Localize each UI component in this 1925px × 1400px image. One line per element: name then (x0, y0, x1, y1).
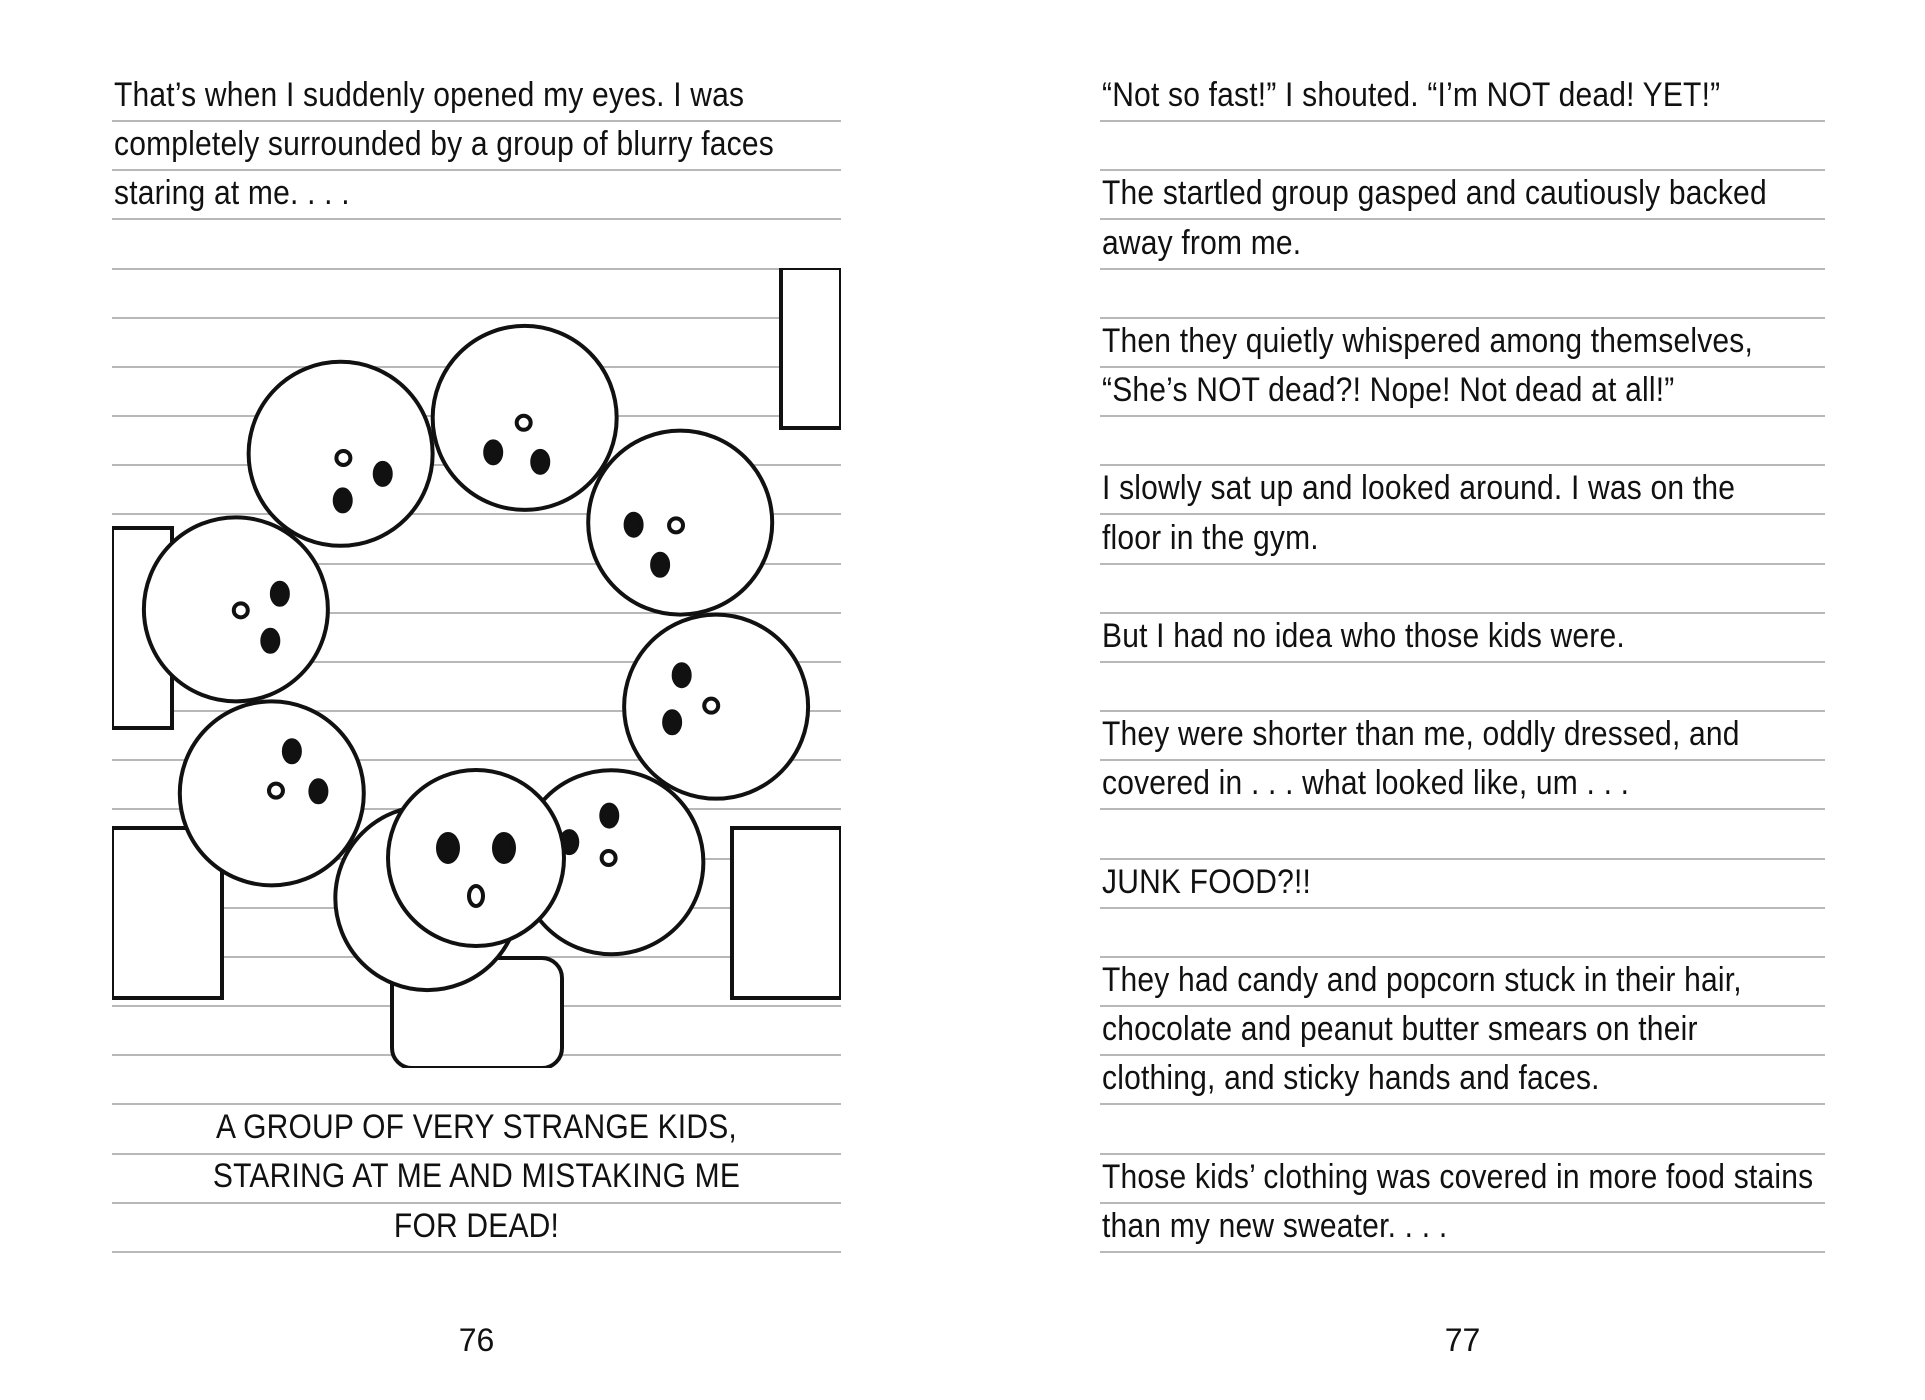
text-line (1102, 1154, 1825, 1203)
caption-line (112, 1153, 841, 1202)
text: They were shorter than me, oddly dressed, and (1102, 715, 1740, 754)
text-line (1102, 1006, 1825, 1055)
eye (262, 630, 278, 652)
text-line (1102, 859, 1825, 908)
mouth (602, 851, 616, 865)
caption-line (112, 1104, 841, 1153)
kid-face (624, 615, 808, 799)
caption-text: FOR DEAD! (393, 1206, 560, 1245)
text: covered in . . . what looked like, um . . . (1102, 764, 1630, 803)
text-line (114, 72, 841, 121)
text: The startled group gasped and cautiously backed (1102, 174, 1767, 213)
text: chocolate and peanut butter smears on their (1102, 1010, 1698, 1049)
text-line (1102, 613, 1825, 662)
text: Then they quietly whispered among themselves, (1102, 321, 1754, 360)
eye (485, 441, 501, 463)
text-line (1102, 72, 1825, 121)
text-line (1102, 170, 1825, 219)
illustration-kids-circle (112, 268, 841, 1068)
eye (272, 583, 288, 605)
text: That’s when I suddenly opened my eyes. I was (114, 75, 745, 114)
eye (375, 463, 391, 485)
text: Those kids’ clothing was covered in more food stains (1102, 1157, 1814, 1196)
text: I slowly sat up and looked around. I was on the (1102, 469, 1736, 508)
eye (335, 489, 351, 511)
eye (310, 780, 326, 802)
text-line (114, 170, 841, 219)
kid-body-top-right (781, 268, 841, 428)
text: floor in the gym. (1102, 518, 1319, 557)
text: “Not so fast!” I shouted. “I’m NOT dead! YET!” (1102, 75, 1721, 114)
mouth (517, 416, 531, 430)
kid-face (433, 326, 617, 510)
eye (674, 664, 690, 686)
caption-text: A GROUP OF VERY STRANGE KIDS, (216, 1107, 737, 1146)
text: But I had no idea who those kids were. (1102, 616, 1625, 655)
text: away from me. (1102, 223, 1302, 262)
kid-face (144, 517, 328, 701)
mouth (669, 518, 683, 532)
text: completely surrounded by a group of blurry faces (114, 124, 774, 163)
eye (284, 740, 300, 762)
mouth (704, 699, 718, 713)
eye (626, 514, 642, 536)
text-line (1102, 1203, 1825, 1252)
text: than my new sweater. . . . (1102, 1206, 1448, 1245)
girl-face (388, 770, 564, 946)
page-number: 77 (1444, 1322, 1481, 1358)
caption-text: STARING AT ME AND MISTAKING ME (212, 1156, 741, 1195)
kid-face (588, 431, 772, 615)
mouth (336, 451, 350, 465)
eye (601, 805, 617, 827)
kid-body-bottom-right (732, 828, 841, 998)
text-line (1102, 515, 1825, 564)
right-page (1100, 0, 1825, 1400)
left-page (112, 0, 841, 1400)
text: clothing, and sticky hands and faces. (1102, 1059, 1600, 1098)
text-line (114, 121, 841, 170)
eye (664, 711, 680, 733)
text-line (1102, 957, 1825, 1006)
kid-face (249, 362, 433, 546)
text-line (1102, 711, 1825, 760)
eye (532, 451, 548, 473)
kid-face (180, 701, 364, 885)
text: JUNK FOOD?!! (1102, 862, 1312, 901)
eye (652, 554, 668, 576)
text-line (1102, 465, 1825, 514)
text-line (1102, 1055, 1825, 1104)
page-number: 76 (458, 1322, 495, 1358)
text-line (1102, 318, 1825, 367)
text: They had candy and popcorn stuck in their hair, (1102, 960, 1742, 999)
text-line (1102, 760, 1825, 809)
caption-line (112, 1203, 841, 1252)
text-line (1102, 367, 1825, 416)
text-line (1102, 220, 1825, 269)
text: staring at me. . . . (114, 173, 350, 212)
mouth (269, 784, 283, 798)
mouth (234, 603, 248, 617)
text: “She’s NOT dead?! Nope! Not dead at all!” (1102, 370, 1675, 409)
